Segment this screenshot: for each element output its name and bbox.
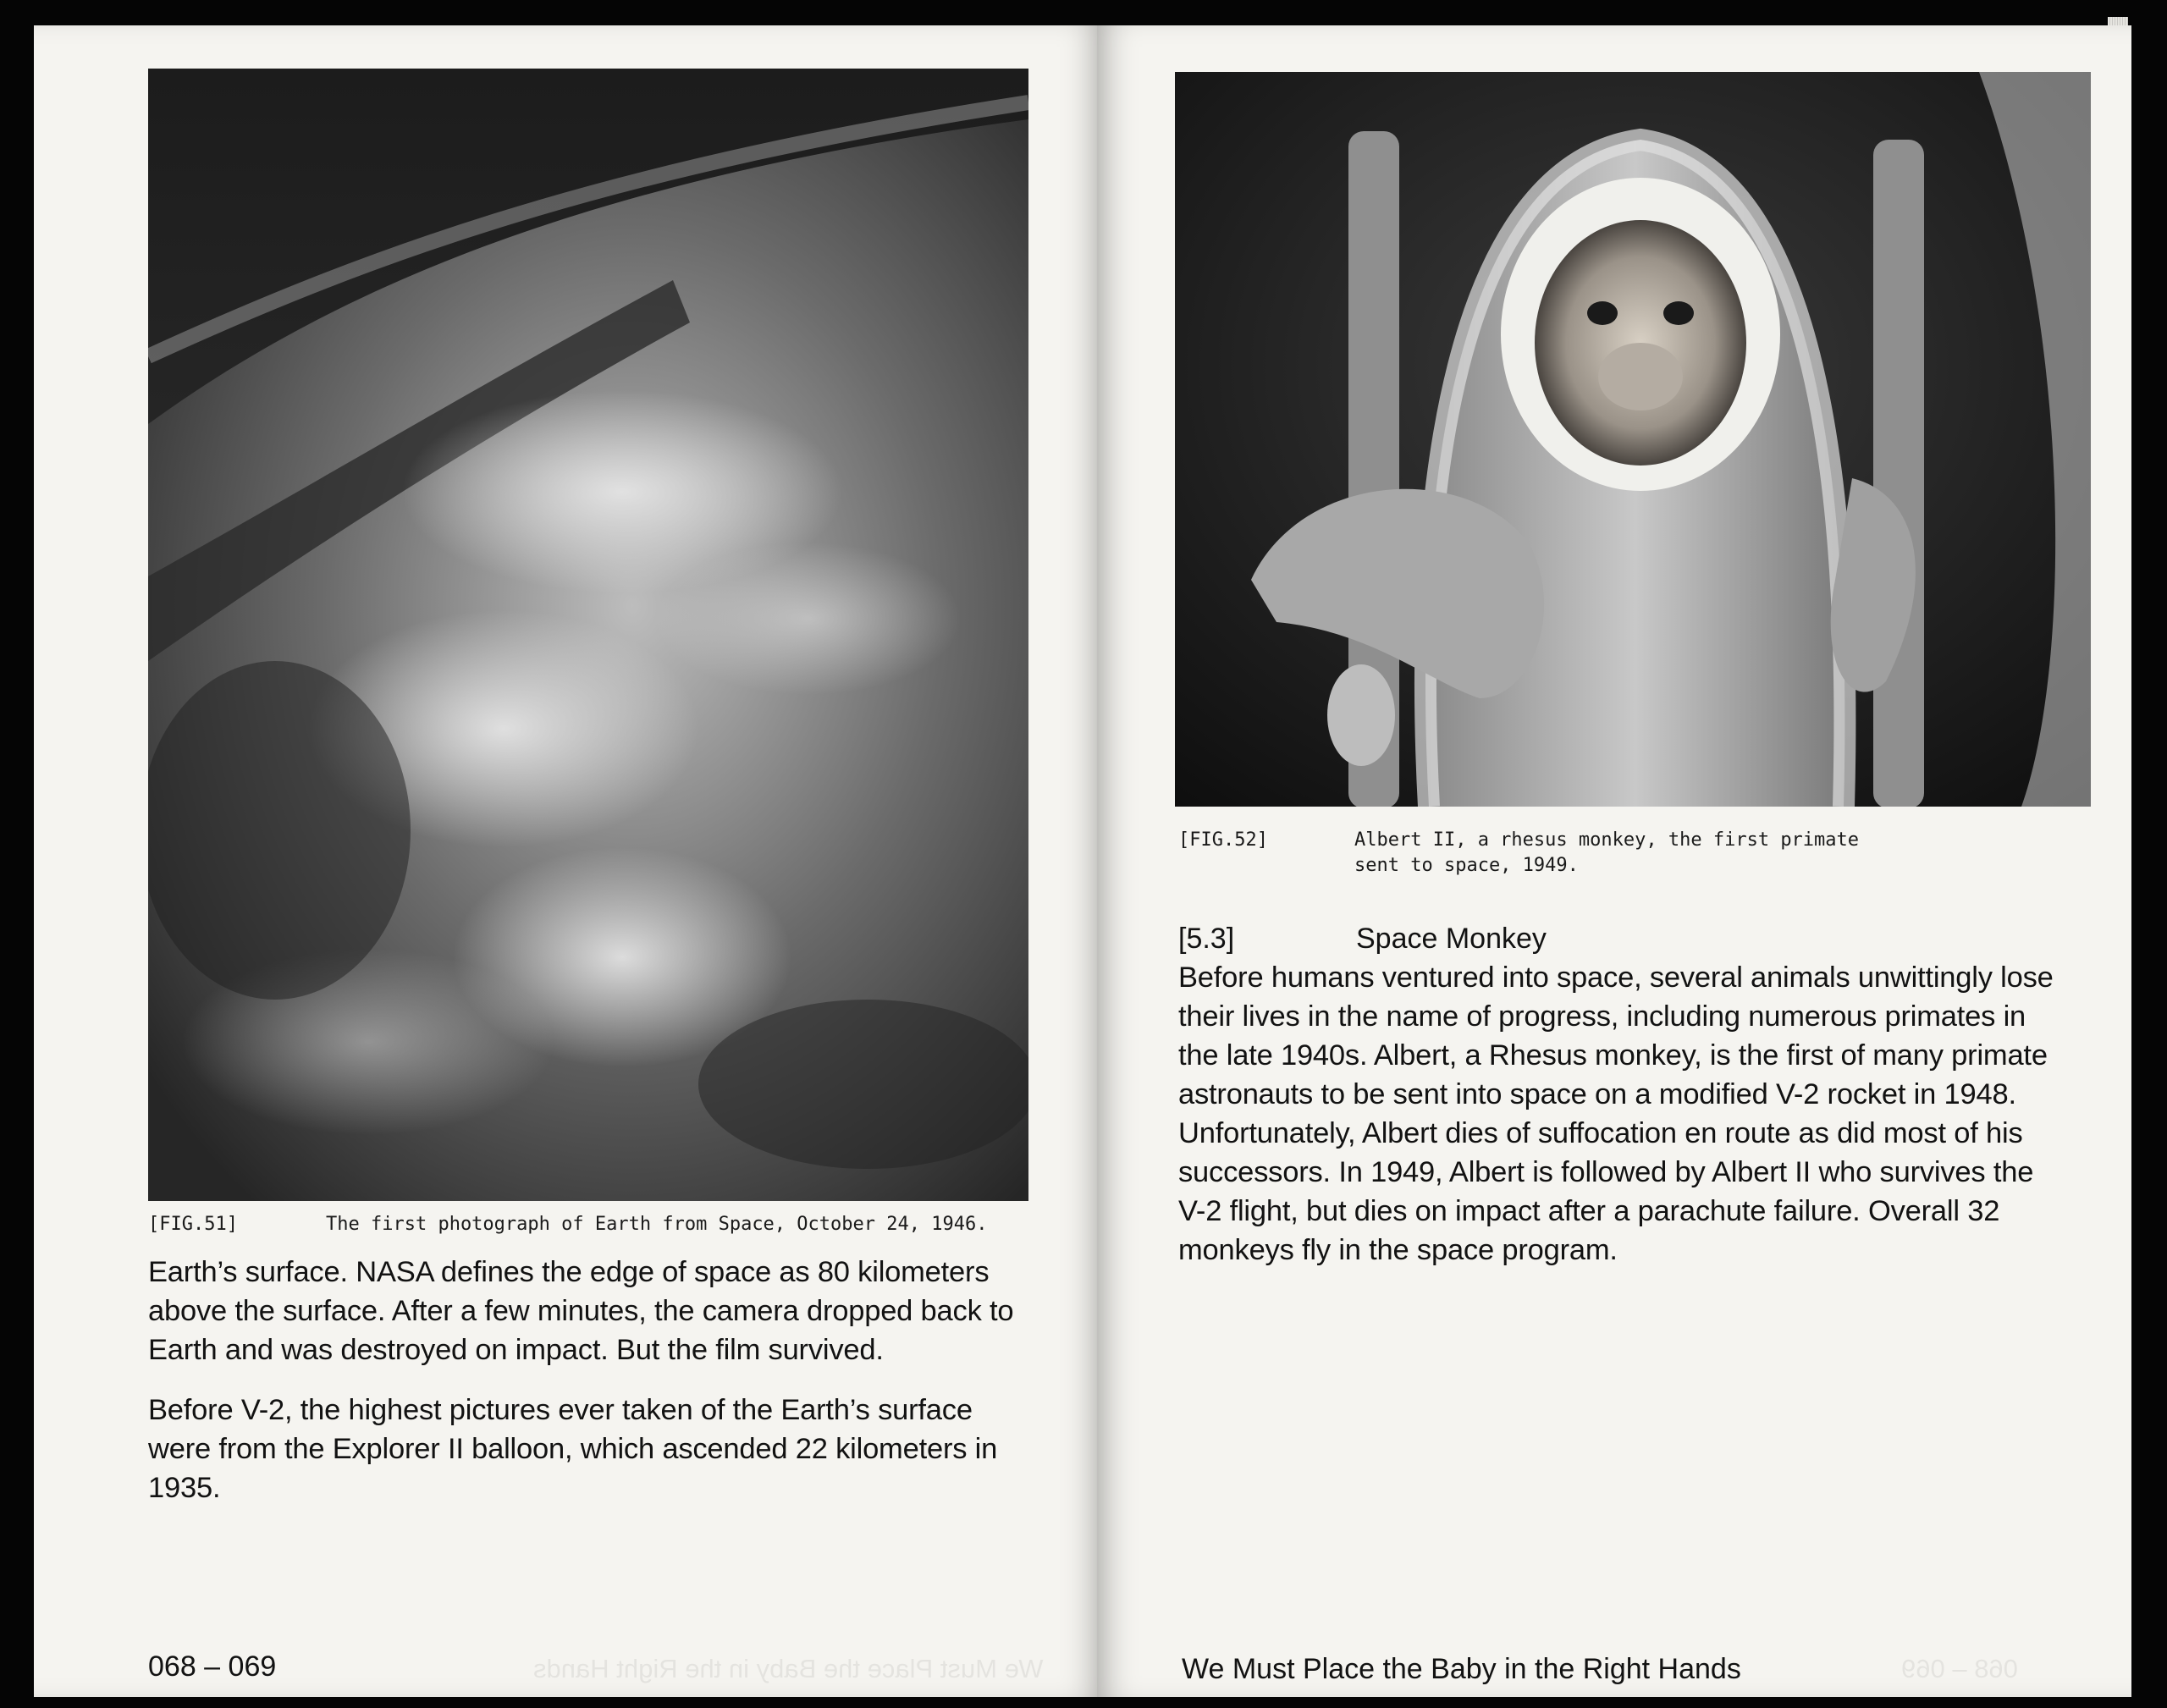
monkey-photograph xyxy=(1175,72,2091,807)
paragraph: Before V-2, the highest pictures ever taken of the Earth’s surface were from the Explorer II balloon, which ascended 22 kilometers in 1935. xyxy=(148,1394,998,1504)
section-number: [5.3] xyxy=(1178,923,1235,955)
section-title: Space Monkey xyxy=(1356,923,1547,955)
right-page xyxy=(1097,25,2131,1697)
earth-photograph xyxy=(148,69,1028,1201)
body-text xyxy=(148,1253,1030,1529)
paragraph: Earth’s surface. NASA defines the edge of space as 80 kilometers above the surface. After a few minutes, the camera dropped back to Earth and was destroyed on impact. But the film survived. xyxy=(148,1256,1014,1366)
body-text xyxy=(1178,958,2059,1291)
figure-caption: The first photograph of Earth from Space, October 24, 1946. xyxy=(326,1214,988,1235)
show-through-text: We Must Place the Baby in the Right Hands xyxy=(533,1654,1044,1683)
running-title: We Must Place the Baby in the Right Hands xyxy=(1182,1653,1741,1685)
left-page xyxy=(34,25,1102,1697)
folio: 068 – 069 xyxy=(148,1650,277,1683)
show-through-text: 068 – 069 xyxy=(1901,1654,2018,1683)
figure-label: [FIG.51] xyxy=(148,1214,238,1235)
paragraph: Before humans ventured into space, several animals unwittingly lose their lives in the name of progress, including numerous primates in the late 1940s. Albert, a Rhesus monkey, is the first of many primate astronauts to be sent into space on a modified V-2 rocket in 1948. Unfortunately, Albert dies of suffocation en route as did most of his successors. In 1949, Albert is followed by Albert II who survives the V-2 flight, but dies on impact after a parachute failure. Overall 32 monkeys fly in the space program. xyxy=(1178,961,2054,1266)
figure-label: [FIG.52] xyxy=(1178,829,1268,851)
figure-caption: Albert II, a rhesus monkey, the first primate sent to space, 1949. xyxy=(1354,829,1860,876)
